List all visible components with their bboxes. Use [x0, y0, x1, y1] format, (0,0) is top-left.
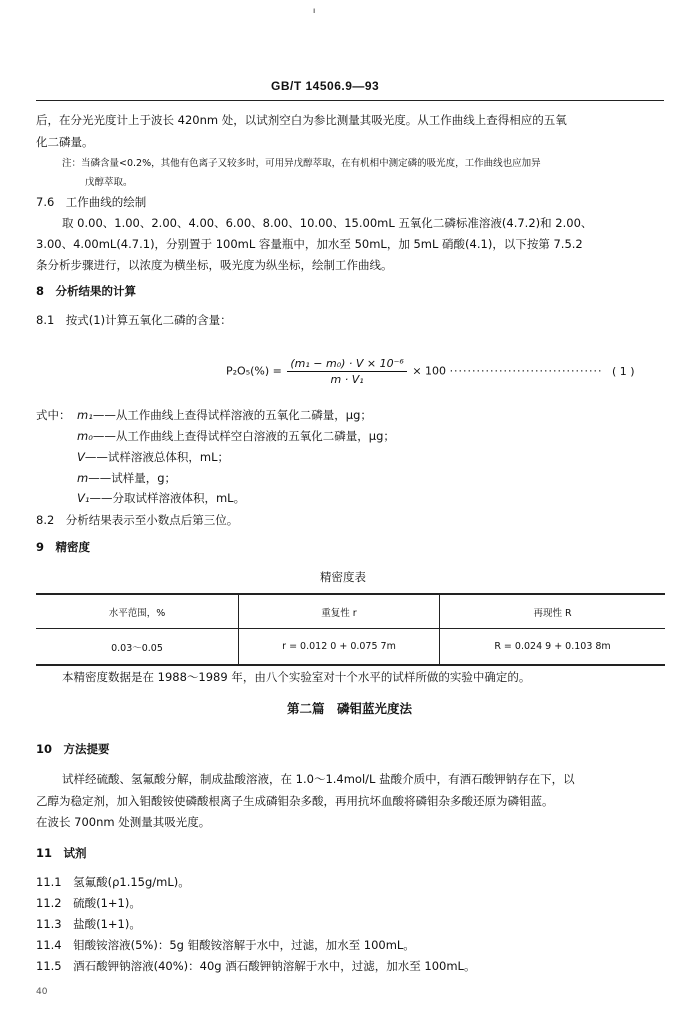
header-rule [36, 100, 664, 101]
paragraph-line: 后，在分光光度计上于波长 420nm 处，以试剂空白为参比测量其吸光度。从工作曲线上查得相应的五氧 [36, 113, 567, 127]
formula-leader-dots: ·································· [449, 364, 603, 378]
variable-row [77, 490, 245, 506]
variable-symbol: m [77, 471, 89, 485]
paragraph-line: 乙醇为稳定剂，加入钼酸铵使磷酸根离子生成磷钼杂多酸，再用抗坏血酸将磷钼杂多酸还原为磷钼蓝。 [36, 794, 554, 808]
variable-symbol: V₁ [77, 491, 90, 505]
table-header-cell: 再现性 R [440, 594, 666, 629]
variable-row [77, 449, 229, 465]
variable-row [77, 470, 176, 486]
table-cell: R = 0.024 9 + 0.103 8m [440, 629, 666, 666]
precision-note: 本精密度数据是在 1988～1989 年，由八个实验室对十个水平的试样所做的实验中确定的。 [62, 670, 531, 684]
paragraph-line: 条分析步骤进行，以浓度为横坐标，吸光度为纵坐标，绘制工作曲线。 [36, 258, 393, 272]
scan-mark: ı [313, 6, 316, 15]
variable-symbol: m₁ [77, 408, 93, 422]
formula-tail: × 100 [412, 364, 447, 378]
table-header-cell: 水平范围，% [36, 594, 239, 629]
section-heading-9: 9 精密度 [36, 540, 91, 554]
standard-number-header: GB/T 14506.9—93 [271, 79, 380, 93]
paragraph-line: 取 0.00、1.00、2.00、4.00、6.00、8.00、10.00、15.00mL 五氧化二磷标准溶液(4.7.2)和 2.00、 [62, 216, 593, 230]
paragraph-line: 在波长 700nm 处测量其吸光度。 [36, 815, 211, 829]
reagent-item: 11.3 盐酸(1+1)。 [36, 917, 141, 931]
variable-symbol: V [77, 450, 85, 464]
table-header-cell: 重复性 r [239, 594, 440, 629]
section-heading-11: 11 试剂 [36, 846, 87, 860]
precision-table [36, 593, 665, 666]
table-cell: r = 0.012 0 + 0.075 7m [239, 629, 440, 666]
page-number: 40 [36, 987, 48, 997]
formula-lhs: P₂O₅(%) = [226, 364, 282, 378]
variable-row [77, 428, 395, 444]
variable-description: ——分取试样溶液体积，mL。 [89, 491, 246, 505]
variable-symbol: m₀ [77, 429, 93, 443]
section-heading-8: 8 分析结果的计算 [36, 284, 137, 298]
reagent-item: 11.5 酒石酸钾钠溶液(40%)：40g 酒石酸钾钠溶解于水中，过滤，加水至 100mL。 [36, 959, 476, 973]
formula-denominator: m · V₁ [330, 373, 364, 386]
table-caption: 精密度表 [320, 570, 366, 584]
formula-fraction [287, 357, 406, 386]
section-heading-10: 10 方法提要 [36, 742, 110, 756]
table-row [36, 629, 665, 666]
formula-1 [226, 357, 635, 386]
section-heading-7-6: 7.6 工作曲线的绘制 [36, 195, 147, 209]
section-8-1-text: 8.1 按式(1)计算五氧化二磷的含量： [36, 313, 232, 327]
paragraph-line: 试样经硫酸、氢氟酸分解，制成盐酸溶液，在 1.0～1.4mol/L 盐酸介质中，有酒石酸钾钠存在下，以 [62, 772, 575, 786]
reagent-item: 11.4 钼酸铵溶液(5%)：5g 钼酸铵溶解于水中，过滤，加水至 100mL。 [36, 938, 415, 952]
paragraph-line: 3.00、4.00mL(4.7.1)，分别置于 100mL 容量瓶中，加水至 50mL，加 5mL 硝酸(4.1)，以下按第 7.5.2 [36, 237, 583, 251]
formula-number: ( 1 ) [611, 364, 635, 378]
variable-description: ——从工作曲线上查得试样溶液的五氧化二磷量，μg； [92, 408, 372, 422]
note-line: 注：当磷含量<0.2%，其他有色离子又较多时，可用异戊醇萃取，在有机相中测定磷的吸光度，工作曲线也应加异 [62, 158, 541, 169]
variable-description: ——试样溶液总体积，mL； [84, 450, 229, 464]
reagent-item: 11.2 硫酸(1+1)。 [36, 896, 141, 910]
variable-row [77, 407, 372, 423]
table-header-row [36, 594, 665, 629]
variables-intro: 式中： [36, 408, 71, 422]
variable-description: ——从工作曲线上查得试样空白溶液的五氧化二磷量，μg； [92, 429, 395, 443]
table-cell: 0.03～0.05 [36, 629, 239, 666]
part-title: 第二篇 磷钼蓝光度法 [286, 701, 412, 716]
paragraph-line: 化二磷量。 [36, 135, 94, 149]
formula-numerator: (m₁ − m₀) · V × 10⁻⁶ [287, 357, 406, 372]
reagent-item: 11.1 氢氟酸(ρ1.15g/mL)。 [36, 875, 190, 889]
note-line: 戊醇萃取。 [85, 177, 133, 188]
variable-description: ——试样量，g； [88, 471, 177, 485]
section-8-2-text: 8.2 分析结果表示至小数点后第三位。 [36, 513, 239, 527]
